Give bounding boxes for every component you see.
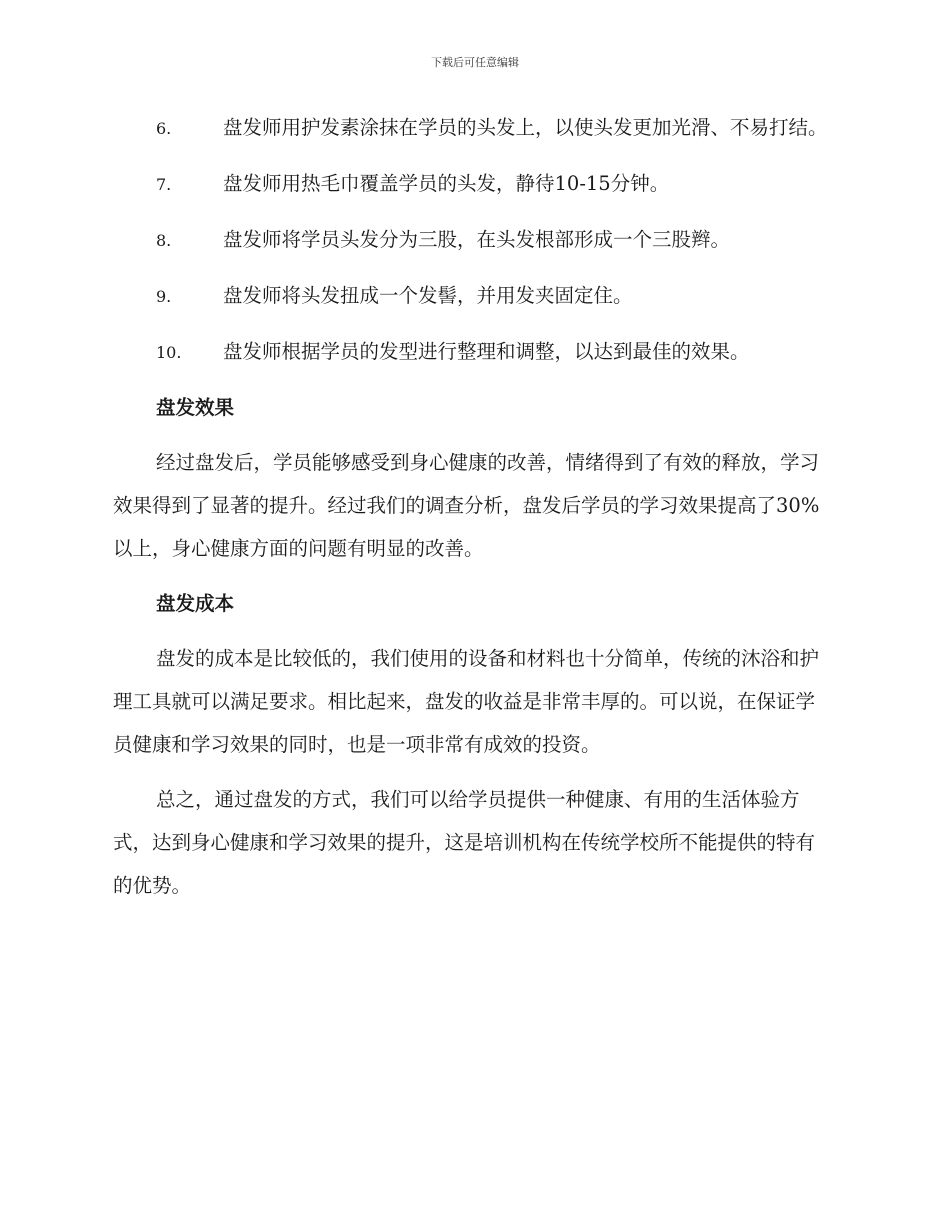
- list-number: 8.: [156, 231, 172, 250]
- list-text: 盘发师将学员头发分为三股，在头发根部形成一个三股辫。: [223, 228, 731, 251]
- list-number: 10.: [156, 343, 182, 362]
- page-header: 下载后可任意编辑: [431, 56, 519, 69]
- list-text: 盘发师用热毛巾覆盖学员的头发，静待10-15分钟。: [223, 172, 670, 195]
- list-number: 9.: [156, 287, 172, 306]
- list-text: 盘发师用护发素涂抹在学员的头发上，以使头发更加光滑、不易打结。: [223, 116, 828, 139]
- list-text: 盘发师根据学员的发型进行整理和调整，以达到最佳的效果。: [223, 340, 750, 363]
- list-item: [113, 274, 833, 318]
- section-paragraph-effect: 经过盘发后，学员能够感受到身心健康的改善，情绪得到了有效的释放，学习效果得到了显著的提升。经过我们的调查分析，盘发后学员的学习效果提高了30%以上，身心健康方面的问题有明显的改善。: [113, 451, 820, 560]
- list-item: [113, 218, 833, 262]
- section-heading-cost: 盘发成本: [156, 592, 235, 615]
- document-body: [113, 106, 833, 919]
- list-item: [113, 162, 833, 206]
- list-item: [113, 106, 833, 150]
- list-number: 7.: [156, 175, 172, 194]
- section-paragraph-cost: 盘发的成本是比较低的，我们使用的设备和材料也十分简单，传统的沐浴和护理工具就可以满足要求。相比起来，盘发的收益是非常丰厚的。可以说，在保证学员健康和学习效果的同时，也是一项非常有成效的投资。: [113, 647, 820, 756]
- list-item: [113, 330, 833, 374]
- section-heading-effect: 盘发效果: [156, 396, 235, 419]
- list-number: 6.: [156, 119, 172, 138]
- list-text: 盘发师将头发扭成一个发髻，并用发夹固定住。: [223, 284, 633, 307]
- conclusion-paragraph: 总之，通过盘发的方式，我们可以给学员提供一种健康、有用的生活体验方式，达到身心健康和学习效果的提升，这是培训机构在传统学校所不能提供的特有的优势。: [113, 788, 816, 897]
